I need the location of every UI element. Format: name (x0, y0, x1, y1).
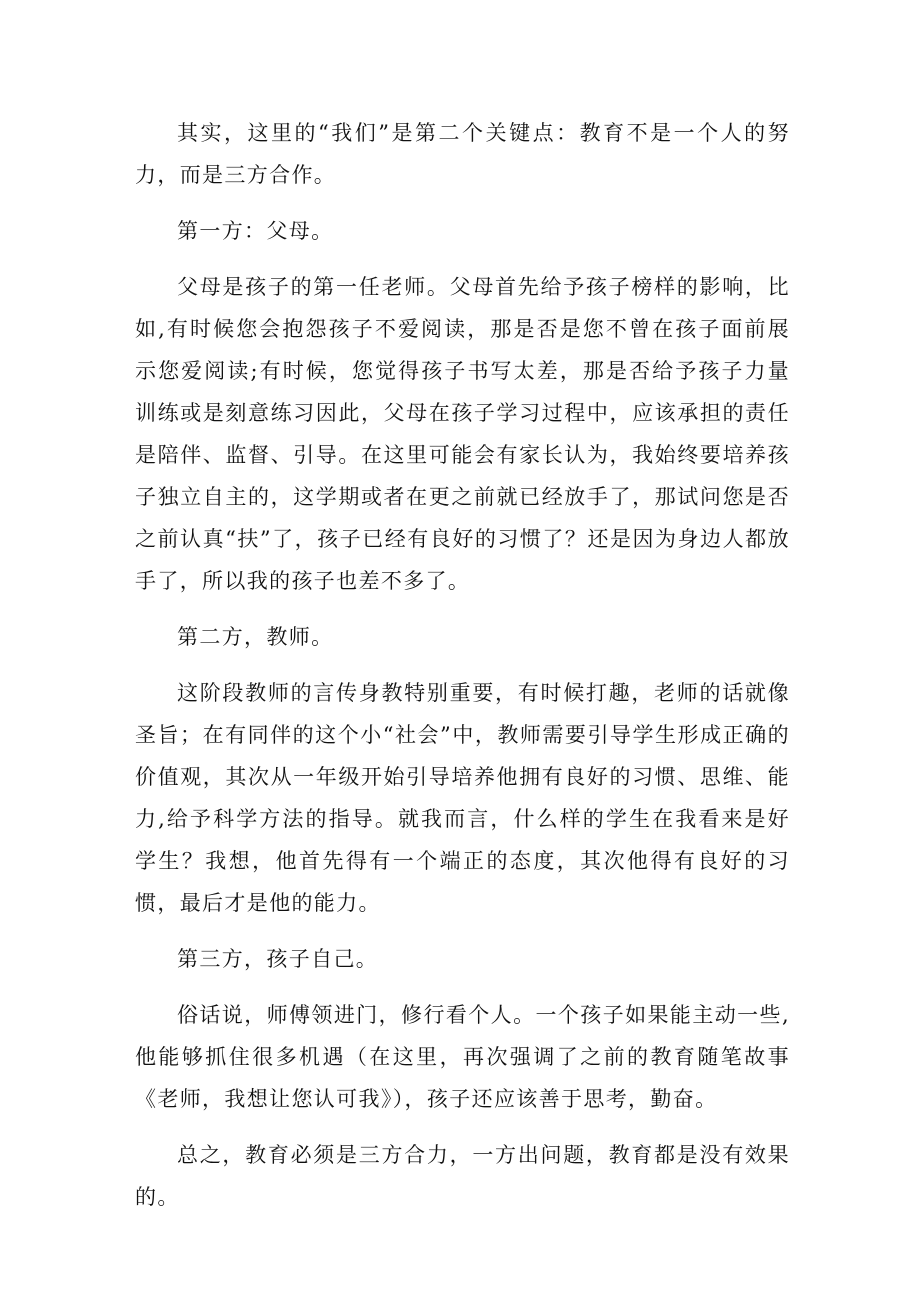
paragraph-teachers: 这阶段教师的言传身教特别重要，有时候打趣，老师的话就像圣旨；在有同伴的这个小“社会”中，教师需要引导学生形成正确的价值观，其次从一年级开始引导培养他拥有良好的习惯、思维、能力,给予科学方法的指导。就我而言，什么样的学生在我看来是好学生？我想，他首先得有一个端正的态度，其次他得有良好的习惯，最后才是他的能力。 (135, 681, 790, 915)
paragraph-intro: 其实，这里的“我们”是第二个关键点：教育不是一个人的努力，而是三方合作。 (135, 121, 790, 187)
paragraph-conclusion: 总之，教育必须是三方合力，一方出问题，教育都是没有效果的。 (135, 1143, 790, 1209)
heading-second-party: 第二方，教师。 (177, 625, 334, 649)
paragraph-children: 俗话说，师傅领进门，修行看个人。一个孩子如果能主动一些,他能够抓住很多机遇（在这里，再次强调了之前的教育随笔故事《老师，我想让您认可我》），孩子还应该善于思考，勤奋。 (135, 1003, 790, 1111)
heading-third-party: 第三方，孩子自己。 (177, 947, 379, 971)
heading-first-party: 第一方：父母。 (177, 219, 334, 243)
paragraph-parents: 父母是孩子的第一任老师。父母首先给予孩子榜样的影响，比如,有时候您会抱怨孩子不爱阅读，那是否是您不曾在孩子面前展示您爱阅读;有时候，您觉得孩子书写太差，那是否给予孩子力量训练或是刻意练习因此，父母在孩子学习过程中，应该承担的责任是陪伴、监督、引导。在这里可能会有家长认为，我始终要培养孩子独立自主的，这学期或者在更之前就已经放手了，那试问您是否之前认真“扶”了，孩子已经有良好的习惯了？还是因为身边人都放手了，所以我的孩子也差不多了。 (135, 275, 790, 593)
document-body (135, 112, 790, 1232)
